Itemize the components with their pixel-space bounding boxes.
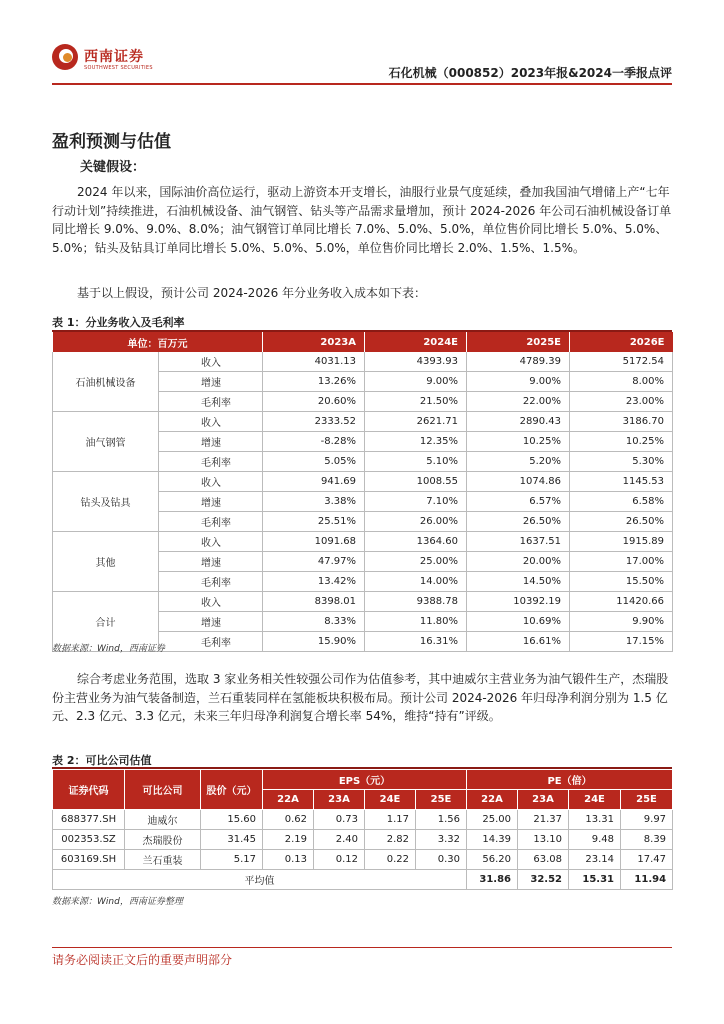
eps-cell: 2.40	[314, 830, 365, 850]
value-cell: 1364.60	[365, 532, 467, 552]
average-pe-cell: 15.31	[569, 870, 621, 890]
value-cell: 9.00%	[467, 372, 570, 392]
eps-cell: 0.13	[263, 850, 314, 870]
value-cell: 21.50%	[365, 392, 467, 412]
value-cell: 47.97%	[263, 552, 365, 572]
pe-cell: 63.08	[518, 850, 569, 870]
value-cell: 1091.68	[263, 532, 365, 552]
segment-name: 石油机械设备	[53, 352, 159, 412]
table1-title: 表 1：分业务收入及毛利率	[52, 316, 185, 329]
eps-year-header: 22A	[263, 790, 314, 810]
value-cell: 2890.43	[467, 412, 570, 432]
eps-cell: 0.73	[314, 810, 365, 830]
value-cell: 6.58%	[570, 492, 673, 512]
metric-label: 增速	[159, 432, 263, 452]
value-cell: 4393.93	[365, 352, 467, 372]
value-cell: 5.05%	[263, 452, 365, 472]
value-cell: 10392.19	[467, 592, 570, 612]
table-row	[53, 592, 673, 612]
eps-cell: 0.62	[263, 810, 314, 830]
metric-label: 收入	[159, 532, 263, 552]
price-cell: 31.45	[201, 830, 263, 850]
eps-cell: 3.32	[416, 830, 467, 850]
value-cell: 13.26%	[263, 372, 365, 392]
value-cell: 16.61%	[467, 632, 570, 652]
metric-label: 毛利率	[159, 572, 263, 592]
table2-source: 数据来源：Wind，西南证券整理	[52, 897, 183, 907]
security-code: 002353.SZ	[53, 830, 125, 850]
value-cell: 1145.53	[570, 472, 673, 492]
pe-cell: 14.39	[467, 830, 518, 850]
metric-label: 收入	[159, 472, 263, 492]
segment-name: 合计	[53, 592, 159, 652]
value-cell: 15.50%	[570, 572, 673, 592]
value-cell: 14.00%	[365, 572, 467, 592]
value-cell: 2621.71	[365, 412, 467, 432]
value-cell: 25.00%	[365, 552, 467, 572]
price-cell: 15.60	[201, 810, 263, 830]
price-cell: 5.17	[201, 850, 263, 870]
value-cell: 5.30%	[570, 452, 673, 472]
value-cell: 10.69%	[467, 612, 570, 632]
value-cell: 11420.66	[570, 592, 673, 612]
pe-cell: 56.20	[467, 850, 518, 870]
table-header-row	[53, 332, 673, 352]
eps-cell: 1.56	[416, 810, 467, 830]
pe-cell: 17.47	[621, 850, 673, 870]
report-title: 石化机械（000852）2023年报&2024一季报点评	[388, 66, 672, 80]
value-cell: 5172.54	[570, 352, 673, 372]
value-cell: 25.51%	[263, 512, 365, 532]
year-header: 2026E	[570, 332, 673, 352]
pe-year-header: 22A	[467, 790, 518, 810]
eps-year-header: 25E	[416, 790, 467, 810]
pe-cell: 9.97	[621, 810, 673, 830]
eps-cell: 2.19	[263, 830, 314, 850]
pe-cell: 9.48	[569, 830, 621, 850]
table2-title: 表 2：可比公司估值	[52, 754, 152, 767]
year-header: 2024E	[365, 332, 467, 352]
value-cell: 12.35%	[365, 432, 467, 452]
pe-cell: 13.31	[569, 810, 621, 830]
metric-label: 毛利率	[159, 392, 263, 412]
value-cell: 17.15%	[570, 632, 673, 652]
metric-label: 毛利率	[159, 452, 263, 472]
metric-label: 毛利率	[159, 632, 263, 652]
code-header: 证券代码	[53, 770, 125, 810]
value-cell: 9.90%	[570, 612, 673, 632]
pe-cell: 8.39	[621, 830, 673, 850]
segment-name: 油气钢管	[53, 412, 159, 472]
company-name: 兰石重装	[125, 850, 201, 870]
value-cell: 1637.51	[467, 532, 570, 552]
pe-cell: 21.37	[518, 810, 569, 830]
table-row	[53, 412, 673, 432]
value-cell: 26.50%	[570, 512, 673, 532]
company-name: 迪威尔	[125, 810, 201, 830]
pe-year-header: 23A	[518, 790, 569, 810]
eps-cell: 0.30	[416, 850, 467, 870]
logo-mark-icon	[52, 44, 78, 70]
table1-source: 数据来源：Wind，西南证券	[52, 644, 165, 654]
eps-cell: 0.22	[365, 850, 416, 870]
security-code: 688377.SH	[53, 810, 125, 830]
eps-cell: 1.17	[365, 810, 416, 830]
table-row	[53, 830, 673, 850]
pe-year-header: 25E	[621, 790, 673, 810]
value-cell: 1008.55	[365, 472, 467, 492]
value-cell: 13.42%	[263, 572, 365, 592]
year-header: 2023A	[263, 332, 365, 352]
disclaimer-note: 请务必阅读正文后的重要声明部分	[52, 953, 233, 967]
value-cell: 1074.86	[467, 472, 570, 492]
header-divider	[52, 83, 672, 85]
value-cell: 11.80%	[365, 612, 467, 632]
logo-text-cn: 西南证券	[84, 49, 144, 65]
metric-label: 增速	[159, 492, 263, 512]
value-cell: 22.00%	[467, 392, 570, 412]
year-header: 2025E	[467, 332, 570, 352]
value-cell: 941.69	[263, 472, 365, 492]
value-cell: 20.60%	[263, 392, 365, 412]
table-row	[53, 532, 673, 552]
security-code: 603169.SH	[53, 850, 125, 870]
pe-year-header: 24E	[569, 790, 621, 810]
value-cell: 15.90%	[263, 632, 365, 652]
segment-name: 其他	[53, 532, 159, 592]
value-cell: 4031.13	[263, 352, 365, 372]
metric-label: 收入	[159, 352, 263, 372]
company-name: 杰瑞股份	[125, 830, 201, 850]
value-cell: 9388.78	[365, 592, 467, 612]
key-assumptions-title: 关键假设：	[80, 160, 146, 175]
value-cell: 5.10%	[365, 452, 467, 472]
metric-label: 收入	[159, 412, 263, 432]
value-cell: 26.00%	[365, 512, 467, 532]
assumptions-paragraph: 2024 年以来，国际油价高位运行，驱动上游资本开支增长，油服行业景气度延续，叠加我国油气增储上产“七年行动计划”持续推进，石油机械设备、油气钢管、钻头等产品需求量增加，预计 2024-2026 年公司石油机械设备订单同比增长 9.0%、9.0%、8.0%；油气钢管订单同比增长 7.0%、5.0%、5.0%，单位售价同比增长 5.0%、5.0%、5.0%；钻头及钻具订单同比增长 5.0%、5.0%、5.0%，单位售价同比增长 2.0%、1.5%、1.5%。	[52, 185, 672, 255]
average-row	[53, 870, 673, 890]
metric-label: 增速	[159, 612, 263, 632]
value-cell: 3186.70	[570, 412, 673, 432]
valuation-paragraph: 综合考虑业务范围，选取 3 家业务相关性较强公司作为估值参考，其中迪威尔主营业务为油气锻件生产，杰瑞股份主营业务为油气装备制造，兰石重装同样在氢能板块积极布局。预计公司 2024-2026 年归母净利润分别为 1.5 亿元、2.3 亿元、3.3 亿元，未来三年归母净利润复合增长率 54%，维持“持有”评级。	[52, 672, 669, 724]
pe-header: PE（倍）	[467, 770, 673, 790]
eps-year-header: 23A	[314, 790, 365, 810]
metric-label: 毛利率	[159, 512, 263, 532]
value-cell: 17.00%	[570, 552, 673, 572]
average-label: 平均值	[53, 870, 467, 890]
table-row	[53, 352, 673, 372]
metric-label: 增速	[159, 372, 263, 392]
average-pe-cell: 31.86	[467, 870, 518, 890]
value-cell: 2333.52	[263, 412, 365, 432]
segment-revenue-table	[52, 332, 673, 652]
value-cell: 10.25%	[467, 432, 570, 452]
metric-label: 增速	[159, 552, 263, 572]
eps-cell: 0.12	[314, 850, 365, 870]
average-pe-cell: 11.94	[621, 870, 673, 890]
footer-divider	[52, 947, 672, 948]
logo-text-en: SOUTHWEST SECURITIES	[84, 65, 153, 71]
value-cell: 10.25%	[570, 432, 673, 452]
table-row	[53, 850, 673, 870]
eps-header: EPS（元）	[263, 770, 467, 790]
eps-cell: 2.82	[365, 830, 416, 850]
pe-cell: 13.10	[518, 830, 569, 850]
value-cell: 3.38%	[263, 492, 365, 512]
forecast-intro-paragraph: 基于以上假设，预计公司 2024-2026 年分业务收入成本如下表：	[77, 286, 427, 300]
value-cell: 26.50%	[467, 512, 570, 532]
comparable-valuation-table	[52, 769, 673, 890]
segment-name: 钻头及钻具	[53, 472, 159, 532]
average-pe-cell: 32.52	[518, 870, 569, 890]
metric-label: 收入	[159, 592, 263, 612]
eps-year-header: 24E	[365, 790, 416, 810]
company-header: 可比公司	[125, 770, 201, 810]
value-cell: 1915.89	[570, 532, 673, 552]
value-cell: 6.57%	[467, 492, 570, 512]
value-cell: 8.33%	[263, 612, 365, 632]
pe-cell: 25.00	[467, 810, 518, 830]
value-cell: 20.00%	[467, 552, 570, 572]
table-row	[53, 810, 673, 830]
value-cell: 7.10%	[365, 492, 467, 512]
value-cell: 5.20%	[467, 452, 570, 472]
value-cell: 8398.01	[263, 592, 365, 612]
company-logo	[52, 44, 172, 78]
value-cell: 4789.39	[467, 352, 570, 372]
value-cell: -8.28%	[263, 432, 365, 452]
value-cell: 23.00%	[570, 392, 673, 412]
value-cell: 8.00%	[570, 372, 673, 392]
unit-header: 单位：百万元	[53, 332, 263, 352]
value-cell: 16.31%	[365, 632, 467, 652]
pe-cell: 23.14	[569, 850, 621, 870]
section-title: 盈利预测与估值	[52, 132, 171, 152]
value-cell: 14.50%	[467, 572, 570, 592]
price-header: 股价（元）	[201, 770, 263, 810]
value-cell: 9.00%	[365, 372, 467, 392]
table-row	[53, 472, 673, 492]
